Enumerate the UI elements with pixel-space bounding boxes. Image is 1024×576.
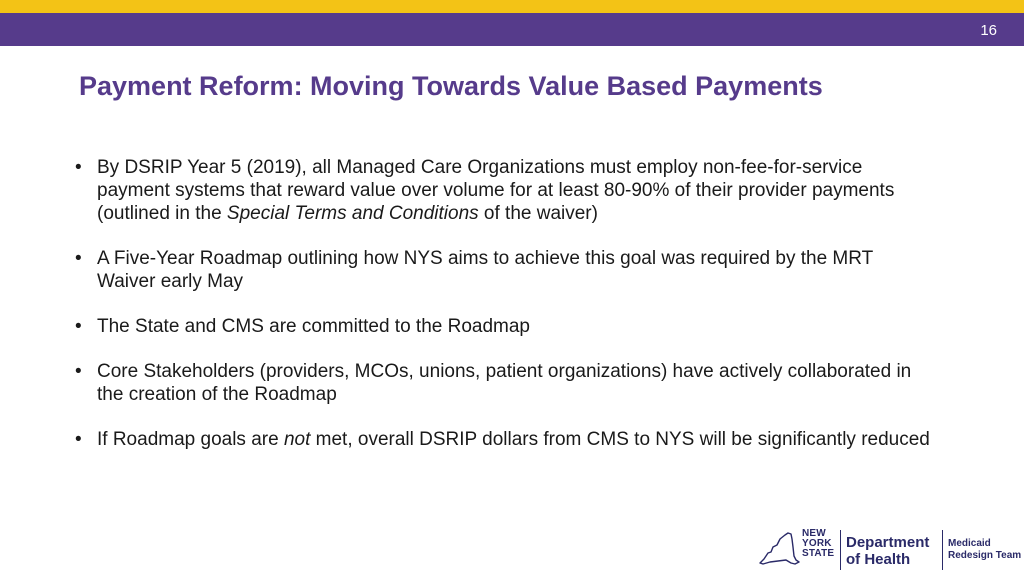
logo-divider	[840, 530, 841, 570]
program-line-1: Medicaid	[948, 538, 991, 549]
bullet-emphasis: Special Terms and Conditions	[226, 203, 479, 224]
bullet-text: A Five-Year Roadmap outlining how NYS aims to achieve this goal was required by the MRT Waiver early May	[97, 248, 873, 292]
bullet-text: If Roadmap goals are	[97, 429, 284, 450]
ny-state-wordmark	[802, 529, 842, 559]
nys-doh-logo	[758, 527, 1024, 573]
bullet-text: By DSRIP Year 5 (2019), all Managed Care Organizations must employ non-fee-for-service payment systems that reward value over volume for at least 80-90% of their provider payments (outlined in the	[97, 157, 895, 224]
department-line-2: of Health	[846, 551, 911, 568]
bullet-item	[75, 428, 935, 451]
bullet-text: Core Stakeholders (providers, MCOs, unions, patient organizations) have actively collaborated in the creation of the Roadmap	[97, 361, 912, 405]
bullet-item	[75, 247, 935, 293]
bullet-list	[75, 156, 935, 473]
department-line-1: Department	[846, 534, 930, 551]
program-line-2: Redesign Team	[948, 550, 1022, 561]
header-purple-band	[0, 13, 1024, 46]
bullet-item	[75, 156, 935, 225]
ny-word-1: NEW	[802, 528, 826, 539]
bullet-text: The State and CMS are committed to the Roadmap	[97, 316, 530, 337]
bullet-marker: •	[75, 361, 82, 382]
ny-word-2: YORK	[802, 538, 832, 549]
logo-divider	[942, 530, 943, 570]
bullet-emphasis: not	[283, 429, 311, 450]
bullet-marker: •	[75, 429, 82, 450]
bullet-item	[75, 360, 935, 406]
bullet-marker: •	[75, 316, 82, 337]
bullet-marker: •	[75, 248, 82, 269]
bullet-marker: •	[75, 157, 82, 178]
slide-number: 16	[980, 22, 997, 39]
medicaid-redesign-team-wordmark	[948, 538, 1021, 562]
new-york-state-map-icon	[758, 529, 800, 571]
bullet-text-tail: of the waiver)	[478, 203, 598, 224]
header-gold-band	[0, 0, 1024, 13]
ny-word-3: STATE	[802, 548, 835, 559]
department-of-health-wordmark	[846, 534, 929, 568]
bullet-item	[75, 315, 935, 338]
slide-title: Payment Reform: Moving Towards Value Based Payments	[79, 71, 823, 101]
bullet-text-tail: met, overall DSRIP dollars from CMS to NYS will be significantly reduced	[310, 429, 930, 450]
